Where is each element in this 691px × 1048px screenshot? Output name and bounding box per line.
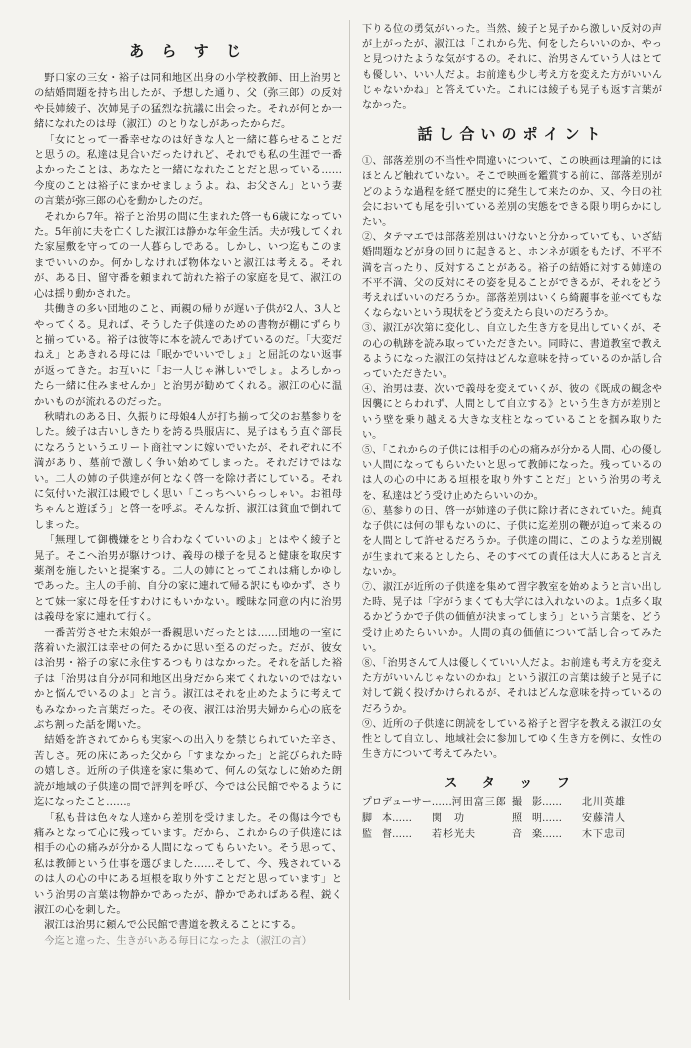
staff-name: 安藤清人	[582, 813, 626, 825]
staff-name: 北川英雄	[582, 797, 626, 809]
synopsis-heading: あ ら す じ	[129, 42, 247, 60]
staff-row	[362, 795, 662, 811]
discussion-point: ⑧、「治男さんて人は優しくていい人だよ。お前達も考え方を変えた方がいいんじゃないのかね」という淑江の言葉は綾子と晃子に対して鋭く投げかけられるが、それはどんな意味を持っているのだろうか。	[362, 657, 662, 715]
synopsis-paragraph: それから7年。裕子と治男の間に生まれた啓一も6歳になっていた。5年前に夫を亡くした淑江は静かな年金生活。夫が残してくれた家屋敷を守っての一人暮らしである。しかし、いつ迄もこのままでいいのか。何かしなければ物体ないと淑江は考える。それが、ある日、留守番を頼まれて訪れた裕子の家庭を見て、淑江の心は揺り動かされた。	[34, 210, 342, 300]
synopsis-column	[34, 22, 342, 946]
synopsis-cut-line: 今迄と違った、生きがいある毎日になったよ（淑江の言）	[44, 934, 313, 946]
synopsis-continued-paragraph: 下りる位の勇気がいった。当然、綾子と晃子から激しい反対の声が上がったが、淑江は「これから先、何をしたらいいのか、やっと見つけたような気がするの。それに、治男さんていう人はとても優しい、いい人だよ。お前達も少し考え方を変えた方がいいんじゃないかね」と答えていた。これには綾子も晃子も返す言葉がなかった。	[362, 24, 662, 112]
discussion-point: ⑨、近所の子供達に朗読をしている裕子と習字を教える淑江の女性として自立し、地域社会に参加してゆく生き方を例に、女性の生き方について考えてみたい。	[362, 718, 662, 761]
staff-heading: ス タ ッ フ	[444, 776, 580, 792]
discussion-point: ⑥、墓参りの日、啓一が姉達の子供に除け者にされていた。純真な子供には何の罪もないのに、子供に迄差別の鞭が迫って来るのを人間として許せるだろうか。子供達の間に、このような差別観が生まれて来るとしたら、そのすべての責任は大人にあると言えないか。	[362, 505, 662, 578]
staff-role: 照 明……	[512, 813, 562, 825]
staff-row	[362, 827, 662, 843]
staff-role: 監 督……	[362, 829, 412, 841]
staff-credits	[362, 772, 662, 843]
synopsis-paragraph: 一番苦労させた末娘が一番親思いだったとは……団地の一室に落着いた淑江は幸せの何たるかに思い至るのだった。だが、彼女は治男・裕子の家に永住するつもりはなかった。それを話した裕子は「治男は自分が同和地区出身だから来てくれないのではないかと悩んでいるのよ」と言う。淑江はそれを止めたように考えてもみなかった言葉だった。その夜、淑江は治男夫婦から心の底をぶち割った話を聞いた。	[34, 626, 342, 732]
synopsis-continued	[362, 22, 662, 113]
synopsis-paragraph: 秋晴れのある日、久振りに母娘4人が打ち揃って父のお墓参りをした。綾子は古いしきたりを誇る呉服店に、晃子はもう直ぐ部長になろうというエリート商社マンに嫁いでいたが、それぞれに不満があり、墓前で激しく争い始めてしまった。それだけではない。二人の姉の子供達が何となく啓一を除け者にしている。それに気付いた淑江は殿でしく思い「こっちへいらっしゃい。お祖母ちゃんと遊ぼう」と啓一を呼ぶ。そんな折、淑江は貧血で倒れてしまった。	[34, 410, 342, 531]
synopsis-body	[34, 71, 342, 946]
staff-entry	[362, 827, 512, 843]
staff-entry	[512, 795, 662, 811]
staff-entry	[512, 811, 662, 827]
synopsis-paragraph: 淑江は治男に頼んで公民館で書道を教えることにする。	[44, 919, 302, 932]
scan-edge-fade	[34, 995, 342, 1009]
staff-entry	[362, 811, 512, 827]
column-divider	[349, 20, 350, 1000]
synopsis-paragraph: 共働きの多い団地のこと、両親の帰りが遅い子供が2人、3人とやってくる。見れば、そうした子供達のための書物が棚にずらりと揃っている。裕子は彼等に本を読んであげているのだ。「大変だねえ」とあきれる母には「眠かでいいでしょ」と屈託のない返事が返ってきた。お互いに「お一人じゃ淋しいでしょ。よろしかったら一緒に住みませんか」と治男が勧めてくれる。淑江の心に温かいものが流れるのだった。	[34, 303, 342, 408]
staff-role: 撮 影……	[512, 797, 562, 809]
staff-name: 河田富三郎	[451, 797, 507, 809]
synopsis-paragraph: 「女にとって一番幸せなのは好きな人と一緒に暮らせることだと思うの。私達は見合いだったけれど、それでも私の生涯で一番よかったことは、あなたと一緒になれたことだと思っている……今度のことは裕子にまかせましょうよ。ね、お父さん」という妻の言葉が弥三郎の心を動かしたのだ。	[34, 133, 342, 208]
synopsis-paragraph: 野口家の三女・裕子は同和地区出身の小学校教師、田上治男との結婚問題を持ち出したが、予想した通り、父（弥三郎）の反対や長姉綾子、次姉晃子の猛烈な抗議に出会った。それが何とか一緒になれたのは母（淑江）のとりなしがあったからだ。	[34, 72, 342, 131]
discussion-points-list	[362, 154, 662, 762]
staff-entry	[512, 827, 662, 843]
discussion-point: ⑤、「これからの子供には相手の心の痛みが分かる人間、心の優しい人間になってもらいたいと思って教師になった。残っているのは人の心の中にある垣根を取り外すことだ」という治男の考えを、私達はどう受け止めたらいいのか。	[362, 445, 662, 502]
staff-role: プロデューサー……	[362, 797, 452, 809]
staff-role: 脚 本……	[362, 813, 412, 825]
discussion-column	[362, 22, 662, 843]
synopsis-paragraph: 「無理して御機嫌をとり合わなくていいのよ」とはやく綾子と晃子。そこへ治男が駆けつけ、義母の様子を見ると健康を取戻す薬剤を施したいと提案する。二人の姉にとってこれは痛しかゆしであった。主人の手前、自分の家に連れて帰る訳にもゆかず、さりとて妹一家に母を任すわけにもいかない。曖昧な同意の内に治男は義母を家に連れて行く。	[34, 534, 342, 624]
discussion-points-heading: 話し合いのポイント	[417, 125, 607, 144]
discussion-point: ①、部落差別の不当性や問違いについて、この映画は理論的にはほとんど触れていない。そこで映画を鑑賞する前に、部落差別がどのような過程を経て歴史的に発生して来たのか、又、今日の社会においても尾を引いている差別の実態をできる限り明らかにしたい。	[362, 156, 662, 229]
discussion-point: ④、治男は妻、次いで義母を変えていくが、彼の《既成の観念や因襲にとらわれず、人間として自立する》という生き方が差別という壁を乗り越える大きな支柱となっていることを掴み取りたい。	[362, 384, 662, 441]
staff-row	[362, 811, 662, 827]
staff-entry	[362, 795, 512, 811]
discussion-point: ②、タテマエでは部落差別はいけないと分かっていても、いざ結婚問題などが身の回りに起きると、ホンネが頭をもたげ、不平不満を言ったり、反対することがある。裕子の結婚に対する姉達の不平不満、父の反対にその姿を見ることができるが、それをどう考えればいいのだろうか。部落差別はいくら綺麗事を並べてもなくならないという現状をどう変えたら良いのだろうか。	[362, 232, 662, 320]
staff-name: 木下忠司	[582, 829, 626, 841]
synopsis-paragraph: 結婚を許されてからも実家への出入りを禁じられていた辛さ、苦しさ。死の床にあった父から「すまなかった」と詫びられた時の嬉しさ。近所の子供達を家に集めて、何んの気なしに始めた朗読が地域の子供達の間で評判を呼び、今では公民館でやるように迄になったこと……。	[34, 734, 342, 809]
synopsis-paragraph: 「私も昔は色々な人達から差別を受けました。その傷は今でも痛みとなって心に残っています。だから、これからの子供達には相手の心の痛みが分かる人間になってもらいたい。そう思って、私は教師という仕事を選びました……そして、今、残されているのは人の心の中にある垣根を取り外すことだと思っています」という治男の言葉は物静かであったが、静かであればある程、鋭く淑江の心を刺した。	[34, 811, 342, 916]
staff-name: 関 功	[432, 813, 465, 825]
discussion-point: ⑦、淑江が近所の子供達を集めて習字教室を始めようと言い出した時、晃子は「字がうまくても大学には入れないのよ。1点多く取るかどうかで子供の価値が決まってしまう」という言葉を、どう受け止めたらいいか。人間の真の価値について話し合ってみたい。	[362, 581, 662, 654]
discussion-point: ③、淑江が次第に変化し、自立した生き方を見出していくが、その心の軌跡を読み取っていただきたい。同時に、書道教室で教えるようになった淑江の気持はどんな意味を持っているのか話し合っていただきたい。	[362, 323, 662, 381]
staff-role: 音 楽……	[512, 829, 562, 841]
staff-name: 若杉光夫	[432, 829, 476, 841]
